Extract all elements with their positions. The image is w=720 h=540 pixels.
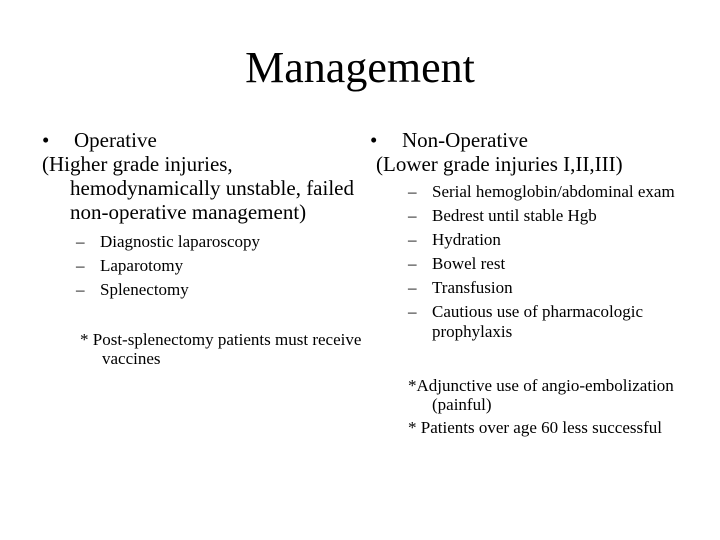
angio-note: *Adjunctive use of angio-embolization (painful) <box>408 376 674 414</box>
dash-mark: – <box>408 182 417 201</box>
operative-column <box>42 128 362 368</box>
list-item <box>408 302 690 342</box>
list-item-text: Diagnostic laparoscopy <box>100 232 261 251</box>
list-item-text: Serial hemoglobin/abdominal exam <box>432 182 675 201</box>
operative-heading-text: Operative <box>74 128 157 152</box>
list-item <box>408 206 690 226</box>
dash-mark: – <box>76 280 85 299</box>
dash-mark: – <box>408 206 417 225</box>
operative-heading <box>42 128 362 152</box>
slide-title: Management <box>245 43 475 92</box>
vaccine-note: * Post-splenectomy patients must receive vaccines <box>80 330 362 368</box>
list-item-text: Bedrest until stable Hgb <box>432 206 597 225</box>
bullet-dot: • <box>370 128 378 152</box>
dash-mark: – <box>408 278 417 297</box>
dash-mark: – <box>408 230 417 249</box>
non-operative-heading-text: Non-Operative <box>402 128 528 152</box>
operative-list <box>42 230 362 302</box>
list-item <box>408 278 690 298</box>
dash-mark: – <box>408 302 417 321</box>
bullet-dot: • <box>42 128 50 152</box>
list-item-text: Splenectomy <box>100 280 189 299</box>
dash-mark: – <box>408 254 417 273</box>
list-item <box>408 230 690 250</box>
list-item-text: Cautious use of pharmacologic prophylaxis <box>432 302 644 341</box>
list-item <box>76 278 362 302</box>
operative-criteria: (Higher grade injuries, hemodynamically unstable, failed non-operative management) <box>42 152 354 224</box>
list-item <box>408 254 690 274</box>
list-item <box>76 254 362 278</box>
dash-mark: – <box>76 232 85 251</box>
list-item-text: Transfusion <box>432 278 513 297</box>
non-operative-column <box>370 128 690 437</box>
list-item-text: Hydration <box>432 230 501 249</box>
non-operative-list <box>370 182 690 342</box>
non-operative-heading <box>370 128 690 152</box>
list-item-text: Bowel rest <box>432 254 506 273</box>
non-operative-criteria: (Lower grade injuries I,II,III) <box>376 152 623 176</box>
list-item <box>408 182 690 202</box>
age-note: * Patients over age 60 less successful <box>408 418 662 437</box>
dash-mark: – <box>76 256 85 275</box>
list-item-text: Laparotomy <box>100 256 184 275</box>
list-item <box>76 230 362 254</box>
